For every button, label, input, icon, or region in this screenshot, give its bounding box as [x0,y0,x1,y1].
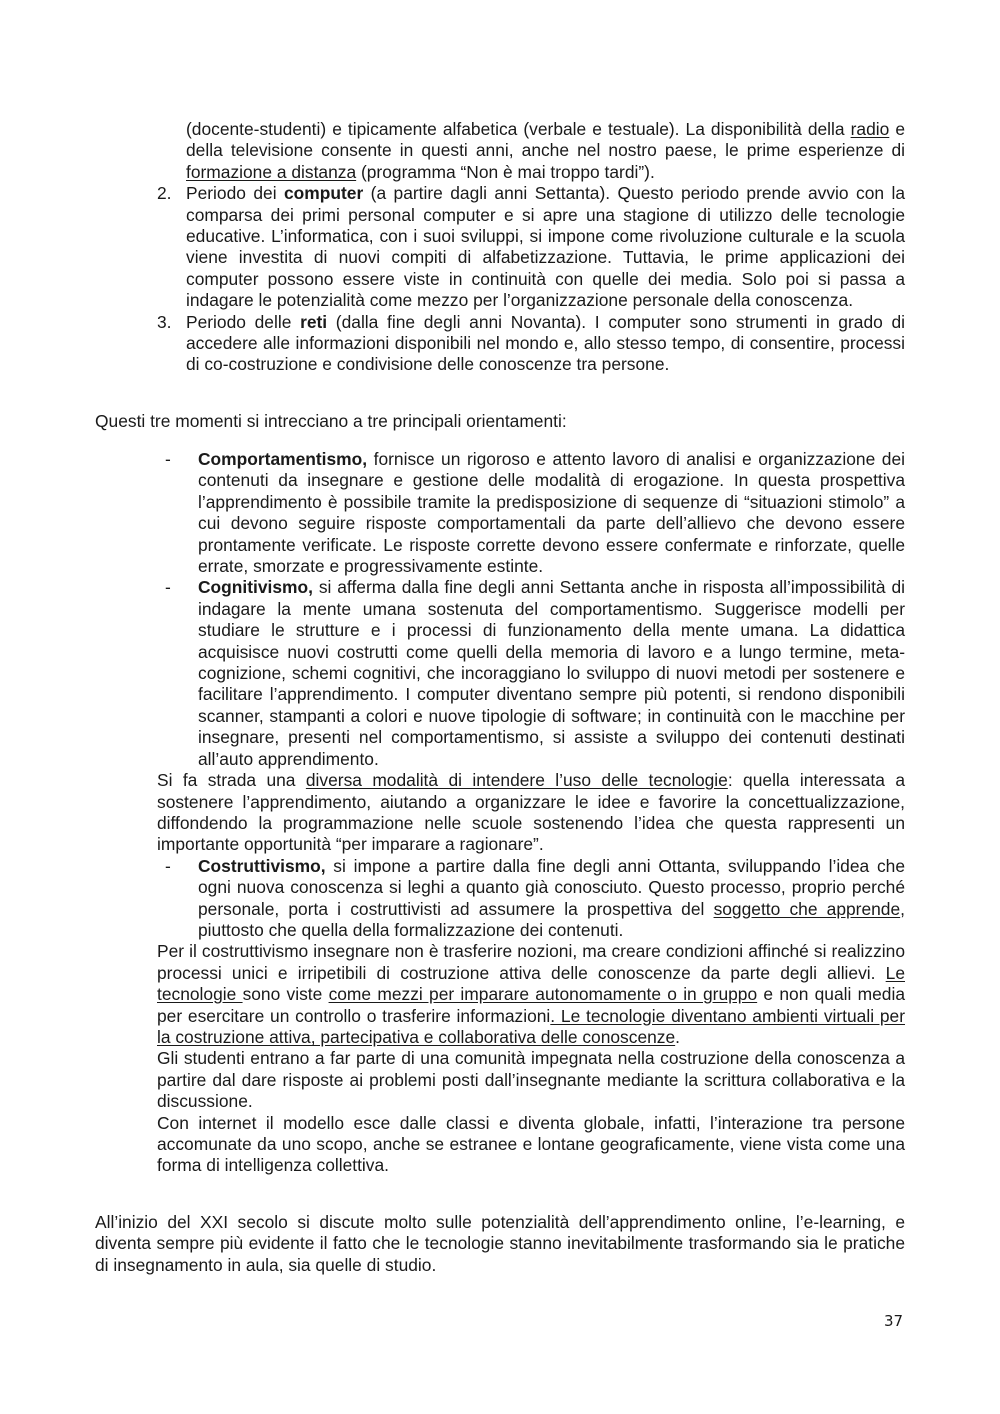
text-run: sono viste [242,984,329,1005]
underlined-term-distance-learning: formazione a distanza [186,161,357,182]
bullet-cognitivismo [157,577,905,770]
list-item-2 [157,183,905,311]
text-run: (a partire dagli anni Settanta). Questo periodo prende avvio con la comparsa dei primi personal computer e si apre una stagione di utilizzo delle tecnologie educative. L’informatica, con i suoi sviluppi, si impone come rivoluzione culturale e la scuola viene investita di nuovi compiti di alfabetizzazione. Tuttavia, le prime applicazioni dei computer possono essere viste in continuità con quelle dei media. Solo poi si passa a indagare le potenzialità come mezzo per l’organizzazione personale della conoscenza. [186,183,905,311]
page-number: 37 [884,1312,904,1330]
text-run: . [675,1026,680,1047]
bullet-comportamentismo [157,449,905,577]
text-run: si impone a partire dalla fine degli anni Ottanta, sviluppando l’idea che ogni nuova conoscenza si leghi a quanto già conosciuto. Questo processo, proprio perché personale, porta i costruttivisti ad assumere la prospettiva del [198,855,905,919]
text-run: Periodo delle [186,311,301,332]
list-item-1-continuation [186,119,905,183]
bullet-text [198,856,905,942]
text-run: fornisce un rigoroso e attento lavoro di analisi e organizzazione dei contenuti da insegnare e gestione delle modalità di erogazione. In questa prospettiva l’apprendimento è possibile tramite la predisposizione di sequenze di “situazioni stimolo” a cui devono seguire risposte comportamentali da parte dell’allievo che devono essere prontamente verificate. Le risposte corrette devono essere confermate e rinforzate, quelle errate, smorzate e progressivamente estinte. [198,449,905,577]
underlined-phrase: soggetto che apprende [713,898,901,919]
bold-term: Costruttivismo, [198,855,326,876]
bullet-dash: - [165,449,171,469]
text-run: e non quali media per esercitare un controllo o trasferire informazioni [157,984,906,1026]
text-run: (docente-studenti) e tipicamente alfabetica (verbale e testuale). La disponibilità della [186,119,851,139]
intro-paragraph: Questi tre momenti si intrecciano a tre principali orientamenti: [95,411,567,431]
approaches-section [157,449,905,1177]
underlined-phrase: diversa modalità di intendere l’uso delle tecnologie [305,770,728,791]
text-run: Per il costruttivismo insegnare non è trasferire nozioni, ma creare condizioni affinché si realizzino processi unici e irripetibili di costruzione attiva delle conoscenze da parte degli allievi. [157,941,905,983]
bold-term: reti [300,311,328,332]
paragraph-strada [157,770,905,856]
list-item-3 [157,312,905,376]
text-run: , piuttosto che quella della formalizzazione dei contenuti. [198,898,905,940]
text-run: (programma “Non è mai troppo tardi”). [356,161,655,182]
text-run: e della televisione consente in questi anni, anche nel nostro paese, le prime esperienze di [186,119,905,161]
bold-term: Comportamentismo, [198,449,368,469]
bullet-costruttivismo [157,856,905,942]
numbered-list [157,119,905,376]
list-item-text [186,183,905,311]
list-number: 3. [157,311,172,332]
text-run: : quella interessata a sostenere l’apprendimento, aiutando a organizzare le idee e favorire la concettualizzazione, diffondendo la programmazione nelle scuole sostenendo l’idea che questa rappresenti un importante opportunità “per imparare a ragionare”. [157,770,905,855]
bullet-dash: - [165,577,171,598]
paragraph-internet: Con internet il modello esce dalle classi e diventa globale, infatti, l’interazione tra persone accomunate da uno scopo, anche se estranee e lontane geograficamente, viene vista come una forma di intelligenza collettiva. [157,1112,905,1176]
underlined-phrase: come mezzi per imparare autonomamente o in gruppo [328,984,758,1005]
bullet-dash: - [165,855,171,876]
bold-term: computer [283,183,364,204]
list-number: 2. [157,183,172,204]
bullet-text [198,577,905,770]
text-run: (dalla fine degli anni Novanta). I computer sono strumenti in grado di accedere alle informazioni disponibili nel mondo e, allo stesso tempo, di consentire, processi di co-costruzione e condivisione delle conoscenze tra persone. [186,311,906,375]
paragraph-costruttivismo [157,941,905,1048]
paragraph-studenti: Gli studenti entrano a far parte di una comunità impegnata nella costruzione della conoscenza a partire dal dare risposte ai problemi posti dall’insegnante mediante la scrittura collaborativa e la discussione. [157,1048,905,1112]
text-run: si afferma dalla fine degli anni Settanta anche in risposta all’impossibilità di indagare la mente umana sostenuta del comportamentismo. Suggerisce modelli per studiare le strutture e i processi di funzionamento della mente umana. La didattica acquisisce nuovi costrutti come quelli della memoria di lavoro e a lungo termine, meta-cognizione, schemi cognitivi, che incoraggiano lo sviluppo di nuovi metodi per sostenere e facilitare l’apprendimento. I computer diventano sempre più potenti, si rendono disponibili scanner, stampanti a colori e nuove tipologie di software; in continuità con le macchine per insegnare, presenti nel comportamentismo, si assiste a sviluppo dei contenuti destinati all’auto apprendimento. [198,577,905,769]
text-run: Periodo dei [186,183,284,204]
underlined-phrase: . Le tecnologie diventano ambienti virtuali per la costruzione attiva, partecipativa e collaborativa delle conoscenze [157,1005,905,1047]
bold-term: Cognitivismo, [198,577,313,598]
list-item-text [186,312,905,376]
closing-paragraph: All’inizio del XXI secolo si discute molto sulle potenzialità dell’apprendimento online, l’e-learning, e diventa sempre più evidente il fatto che le tecnologie stanno inevitabilmente trasformando sia le pratiche di insegnamento in aula, sia quelle di studio. [95,1212,905,1275]
bullet-text [198,449,905,577]
underlined-phrase: Le tecnologie [157,962,905,1005]
underlined-term-radio: radio [850,119,890,139]
text-run: Si fa strada una [157,770,306,791]
